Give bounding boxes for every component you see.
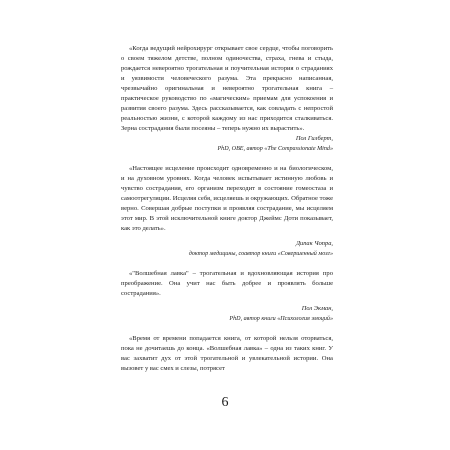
- quote-4-text: «Время от времени попадается книга, от которой нельзя оторваться, пока не дочитаешь до конца. «Волшебная лавка» – одна из таких книг. У вас захватит дух от этой трогательной и увлекательной истории. Она вызовет у вас смех и слезы, потрясет: [121, 335, 333, 372]
- quote-1-author-title: PhD, OBE, автор «The Compassionate Mind»: [217, 146, 333, 152]
- spacer: [121, 324, 333, 334]
- quote-3-author-title: PhD, автор книги «Психология эмоций»: [229, 316, 333, 322]
- quote-2-text: «Настоящее исцеление происходит одновременно и на биологическом, и на духовном уровнях. Когда человек испытывает истинную любовь и чувство сострадания, его организм переходит в состояние гомеостаза и самоотрегуляции. Исцеляя себя, исцеляешь и окружающих. Обратное тоже верно. Совершая добрые поступки и проявляя сострадание, мы исцеляем этот мир. В этой исключительной книге доктор Джеймс Доти показывает, как это делать».: [121, 165, 333, 232]
- quote-2-author: Дипак Чопра,: [295, 240, 333, 247]
- quote-1-author: Пол Гилберт,: [295, 135, 333, 142]
- quote-3-author: Пол Экман,: [301, 305, 333, 312]
- quote-2-author-title: доктор медицины, соавтор книги «Совершенный мозг»: [188, 251, 333, 257]
- spacer: [121, 154, 333, 164]
- quote-1-text: «Когда ведущий нейрохирург открывает свое сердце, чтобы поговорить о своем тяжелом детстве, полном одиночества, страха, гнева и стыда, рождается невероятно трогательная и поучительная история о страданиях и уязвимости человеческого разума. Эта прекрасно написанная, чрезвычайно оригинальная и невероятно трогательная книга – практическое руководство по «магическим» приемам для успокоения и развития своего разума. Здесь рассказывается, как совладать с непростой реальностью жизни, с которой каждому из нас приходится сталкиваться. Зерна сострадания были посеяны – теперь нужно их вырастить».: [121, 45, 333, 132]
- page-text: [121, 44, 333, 374]
- page-number: 6: [221, 395, 229, 410]
- quote-3-text: «"Волшебная лавка" – трогательная и вдохновляющая история про преображение. Она учит нас быть добрее и проявлять больше сострадания».: [121, 270, 333, 297]
- spacer: [121, 259, 333, 269]
